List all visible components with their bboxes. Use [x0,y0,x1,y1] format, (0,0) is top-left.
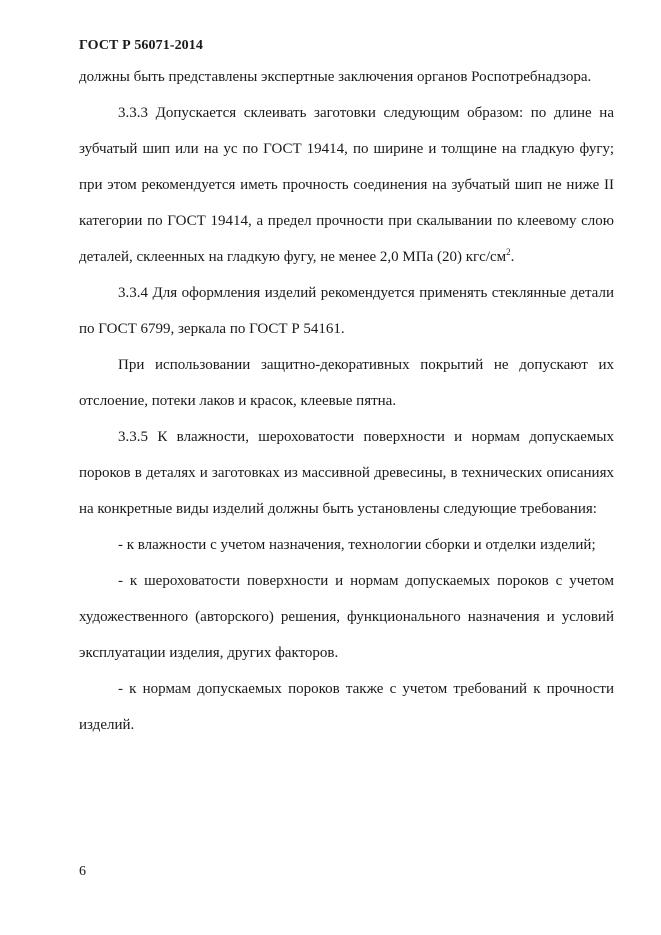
paragraph-3-3-3 [79,95,614,275]
page-number: 6 [79,864,86,879]
paragraph-3-3-3-end: . [510,249,515,265]
list-item-moisture: - к влажности с учетом назначения, технологии сборки и отделки изделий; [118,537,596,553]
paragraph-3-3-3-text: 3.3.3 Допускается склеивать заготовки следующим образом: по длине на зубчатый шип или на ус по ГОСТ 19414, по ширине и толщине на гладкую фугу; при этом рекомендуется иметь прочность соединения на зубчатый шип не ниже II категории по ГОСТ 19414, а предел прочности при скалывании по клеевому слою деталей, склеенных на гладкую фугу, не менее 2,0 МПа (20) кгс/см [79,105,614,265]
list-item-roughness: - к шероховатости поверхности и нормам допускаемых пороков с учетом художественного (авторского) решения, функционального назначения и условий эксплуатации изделия, других факторов. [79,573,614,661]
document-header: ГОСТ Р 56071-2014 [79,38,203,53]
paragraph-3-3-5: 3.3.5 К влажности, шероховатости поверхности и нормам допускаемых пороков в деталях и заготовках из массивной древесины, в технических описаниях на конкретные виды изделий должны быть установлены следующие требования: [79,429,614,517]
paragraph-continuation: должны быть представлены экспертные заключения органов Роспотребнадзора. [79,69,592,85]
list-item-defects: - к нормам допускаемых пороков также с учетом требований к прочности изделий. [79,681,614,733]
paragraph-coatings: При использовании защитно-декоративных покрытий не допускают их отслоение, потеки лаков и красок, клеевые пятна. [79,357,614,409]
superscript-2: 2 [506,247,511,257]
paragraph-3-3-4: 3.3.4 Для оформления изделий рекомендуется применять стеклянные детали по ГОСТ 6799, зеркала по ГОСТ Р 54161. [79,285,614,337]
document-body [79,59,614,743]
